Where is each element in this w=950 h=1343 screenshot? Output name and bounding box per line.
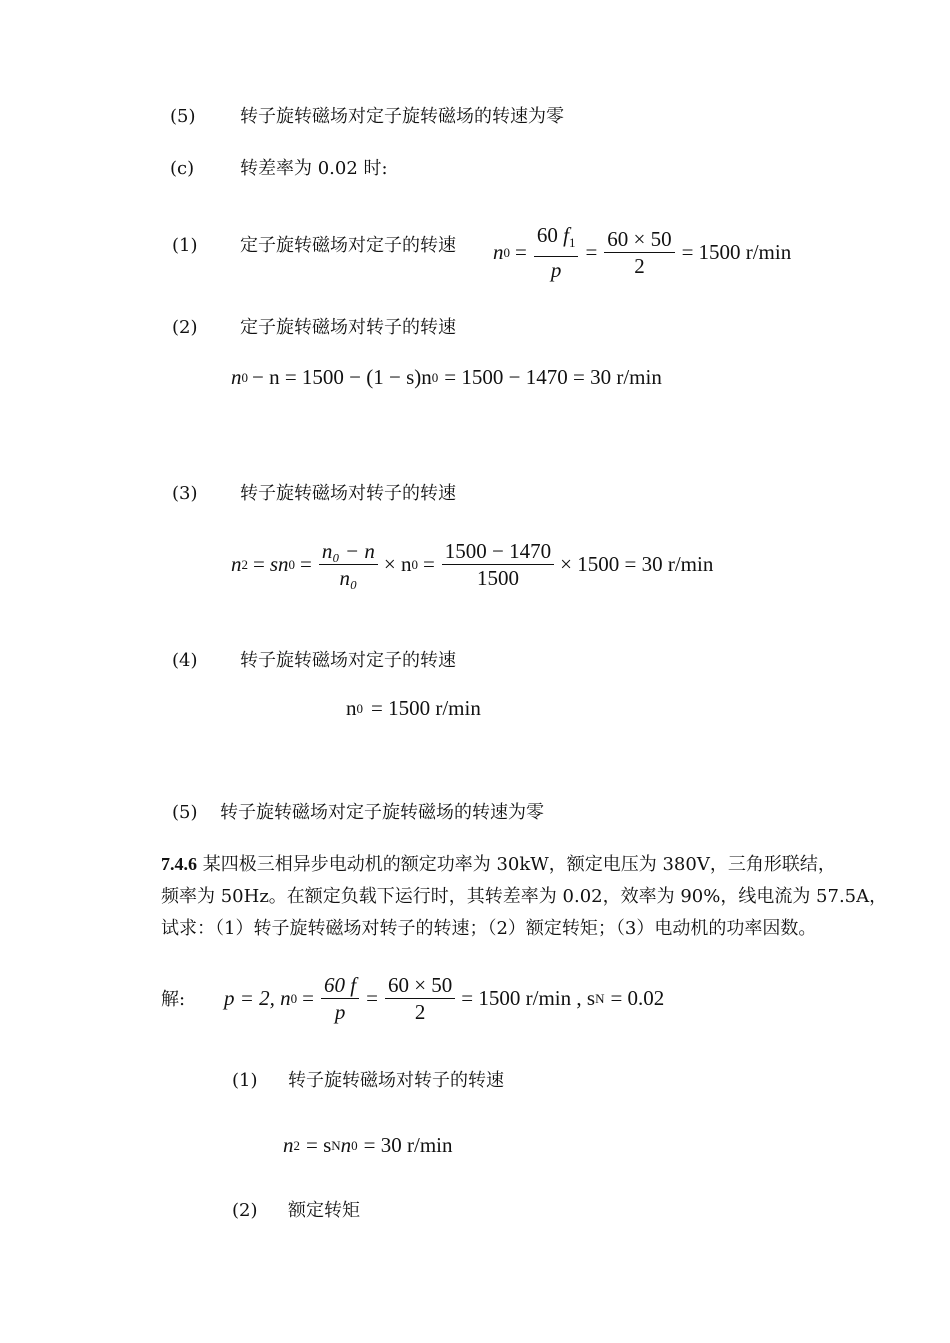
item-text: 转子旋转磁场对转子的转速: [240, 483, 456, 504]
solution-item-text: 额定转矩: [288, 1200, 360, 1221]
item-number: (2): [172, 317, 198, 338]
solution-item-number: (2): [232, 1200, 258, 1221]
item-number: (3): [172, 483, 198, 504]
problem-number: 7.4.6: [161, 854, 197, 874]
item-number: (4): [172, 650, 198, 671]
case-label: (c): [170, 158, 195, 179]
item-text: 转子旋转磁场对定子旋转磁场的转速为零: [240, 106, 564, 127]
solution-item-number: (1): [232, 1070, 258, 1091]
solution-label: 解:: [161, 989, 186, 1010]
item-number: (1): [172, 235, 198, 256]
equation-n2-result: n 2 = s N n 0 = 30 r/min: [283, 1133, 453, 1157]
problem-statement: 7.4.6 某四极三相异步电动机的额定功率为 30kW，额定电压为 380V，三角形联结， 频率为 50Hz。在额定负载下运行时，其转差率为 0.02，效率为 90%，线电流为 57.5A， 试求：（1）转子旋转磁场对转子的转速；（2）额定转矩；（3）电动机的功率因数。: [161, 854, 888, 939]
equation-given: p = 2, n 0 = $\frac{60 f}{p}$ = $\frac{60 \times 50}{2}$ = 1500 r/min , s N = 0.02: [224, 973, 665, 1024]
solution-item-text: 转子旋转磁场对转子的转速: [288, 1070, 504, 1091]
item-text: 定子旋转磁场对转子的转速: [240, 317, 456, 338]
item-text: 转子旋转磁场对定子的转速: [240, 650, 456, 671]
equation-n2: n 2 = sn 0 = $\frac{\text{n₀ − n}}{\text{n₀}}$ × n 0 = $\frac{1500 - 1470}{1500}$ × 1500 = 30 r/min: [231, 539, 714, 590]
item-text: 转子旋转磁场对定子旋转磁场的转速为零: [220, 802, 544, 823]
equation-n0: n 0 = $\frac{60 f_1}{p}$ = $\frac{60 \times 50}{2}$ = 1500 r/min: [493, 223, 792, 282]
equation-n0-value: n 0 = 1500 r/min: [346, 696, 481, 720]
item-number: (5): [170, 106, 196, 127]
item-number: (5): [172, 802, 198, 823]
equation-relative-speed: n 0 − n = 1500 − (1 − s)n 0 = 1500 − 1470 = 30 r/min: [231, 365, 662, 389]
item-text: 定子旋转磁场对定子的转速: [240, 235, 456, 256]
case-text: 转差率为 0.02 时:: [240, 158, 388, 179]
